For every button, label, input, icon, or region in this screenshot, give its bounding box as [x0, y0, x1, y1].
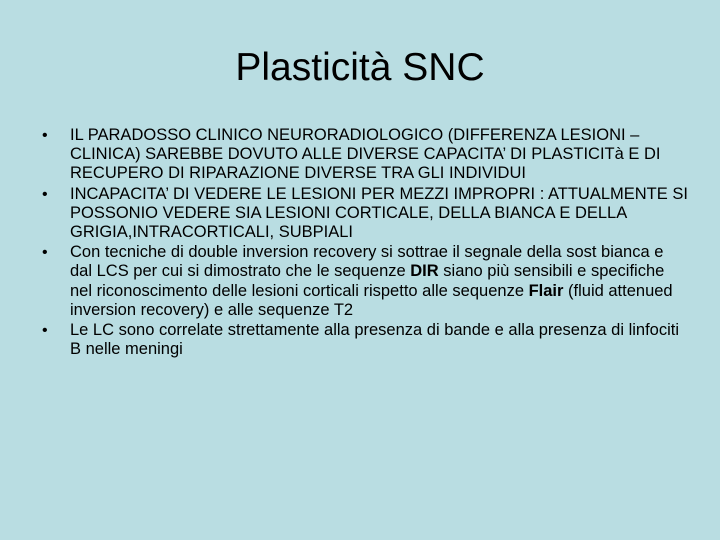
bullet-segment: IL PARADOSSO CLINICO NEURORADIOLOGICO (DIFFERENZA LESIONI –CLINICA) SAREBBE DOVUTO ALLE DIVERSE CAPACITA’ DI PLASTICITà E DI RECUPERO DI RIPARAZIONE DIVERSE TRA GLI INDIVIDUI [70, 126, 661, 183]
bullet-text [70, 321, 679, 358]
bullet-segment: Le LC sono correlate strettamente alla presenza di bande e alla presenza di linfociti B nelle meningi [70, 321, 680, 359]
bullet-list [40, 126, 690, 360]
bullet-dot-icon: • [42, 127, 48, 144]
bullet-segment-bold: Flair [528, 281, 564, 300]
bullet-segment-bold: DIR [410, 262, 439, 281]
bullet-segment: INCAPACITA’ DI VEDERE LE LESIONI PER MEZZI IMPROPRI : ATTUALMENTE SI POSSONIO VEDERE SIA LESIONI CORTICALE, DELLA BIANCA E DELLA GRIGIA,INTRACORTICALI, SUBPIALI [70, 184, 688, 242]
bullet-dot-icon: • [42, 244, 48, 262]
bullet-text [70, 126, 661, 182]
bullet-dot-icon: • [42, 322, 48, 340]
bullet-item [40, 185, 690, 243]
bullet-item [40, 321, 690, 359]
bullet-text [70, 185, 688, 241]
slide-title: Plasticità SNC [235, 46, 485, 89]
bullet-segment: (fluid attenued inversion recovery) e alle sequenze T2 [70, 281, 673, 319]
bullet-segment: siano più sensibili e specifiche nel riconoscimento delle lesioni corticali rispetto alle sequenze [70, 262, 665, 300]
bullet-text [70, 243, 673, 319]
bullet-item [40, 126, 690, 184]
bullet-segment: Con tecniche di double inversion recovery si sottrae il segnale della sost bianca e dal LCS per cui si dimostrato che le sequenze [70, 243, 664, 281]
bullet-dot-icon: • [42, 185, 48, 203]
bullet-item [40, 243, 690, 320]
